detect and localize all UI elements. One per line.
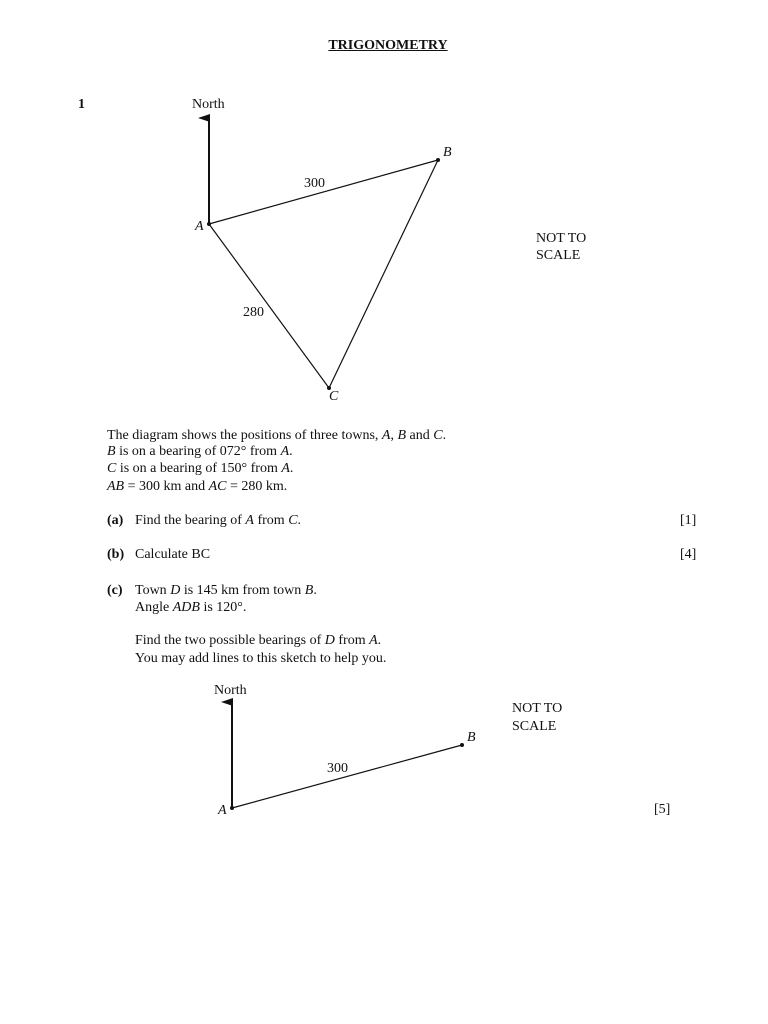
point-b2-label: B	[467, 730, 476, 745]
line-ac	[209, 224, 329, 388]
var-a: A	[280, 444, 290, 459]
var-a: A	[281, 461, 290, 476]
intro-line-4	[107, 478, 287, 495]
part-c-line-3	[135, 632, 381, 649]
north-label-1: North	[192, 97, 225, 112]
text: ,	[390, 428, 398, 443]
part-c-label: (c)	[107, 583, 123, 598]
part-c-line-4: You may add lines to this sketch to help you.	[135, 651, 387, 666]
not-to-scale-2b: SCALE	[512, 719, 557, 734]
not-to-scale-1a: NOT TO	[536, 231, 587, 246]
text: is on a bearing of 072° from	[115, 444, 281, 459]
point-b-dot	[436, 158, 440, 162]
ac-length-label: 280	[243, 305, 264, 320]
text: Angle	[135, 600, 173, 615]
text: Find the bearing of	[135, 513, 246, 528]
var-c: C	[107, 461, 117, 476]
part-b-label: (b)	[107, 547, 125, 562]
text: is on a bearing of 150° from	[116, 461, 282, 476]
part-a-text	[135, 512, 301, 529]
var-adb: ADB	[172, 600, 200, 615]
var-c: C	[433, 428, 443, 443]
part-c-line-1	[135, 582, 317, 599]
var-a: A	[369, 633, 378, 648]
text: from	[334, 633, 370, 648]
text: is 145 km from town	[180, 583, 305, 598]
var-a: A	[381, 428, 391, 443]
var-d: D	[324, 633, 335, 648]
var-b: B	[304, 583, 314, 598]
point-b-label: B	[443, 145, 452, 160]
text: .	[442, 428, 447, 443]
text: Town	[135, 583, 171, 598]
text: from	[253, 513, 289, 528]
text: .	[289, 461, 294, 476]
line-bc	[329, 160, 438, 388]
ab2-length-label: 300	[327, 761, 348, 776]
intro-line-2	[107, 443, 293, 460]
text: is 120°.	[199, 600, 247, 615]
ab-length-label: 300	[304, 176, 325, 191]
var-ac: AC	[208, 479, 227, 494]
text: .	[297, 513, 302, 528]
var-c: C	[288, 513, 298, 528]
part-b-marks: [4]	[680, 547, 697, 562]
text: .	[289, 444, 293, 459]
not-to-scale-1b: SCALE	[536, 248, 581, 263]
text: Find the two possible bearings of	[135, 633, 325, 648]
text: and	[406, 428, 434, 443]
intro-line-3	[107, 460, 293, 477]
text: .	[313, 583, 317, 598]
question-number: 1	[78, 97, 85, 112]
point-a2-dot	[230, 806, 234, 810]
north-label-2: North	[214, 683, 247, 698]
part-a-marks: [1]	[680, 513, 697, 528]
point-b2-dot	[460, 743, 464, 747]
part-c-line-2	[135, 599, 246, 616]
line-ab	[209, 160, 438, 224]
point-a2-label: A	[218, 803, 227, 818]
part-b-text: Calculate BC	[135, 547, 211, 562]
var-a: A	[245, 513, 254, 528]
text: The diagram shows the positions of three towns,	[107, 428, 382, 443]
point-a-label: A	[195, 219, 204, 234]
part-a-label: (a)	[107, 513, 124, 528]
intro-line-1	[107, 427, 446, 444]
part-c-marks: [5]	[654, 802, 671, 817]
text: .	[377, 633, 382, 648]
var-b: B	[397, 428, 407, 443]
var-b: B	[107, 444, 116, 459]
text: = 300 km and	[124, 479, 209, 494]
point-a-dot	[207, 222, 211, 226]
point-c-label: C	[329, 389, 339, 404]
text: = 280 km.	[226, 479, 288, 494]
page-title: TRIGONOMETRY	[328, 38, 448, 53]
not-to-scale-2a: NOT TO	[512, 701, 563, 716]
var-ab: AB	[107, 479, 125, 494]
var-d: D	[170, 583, 181, 598]
